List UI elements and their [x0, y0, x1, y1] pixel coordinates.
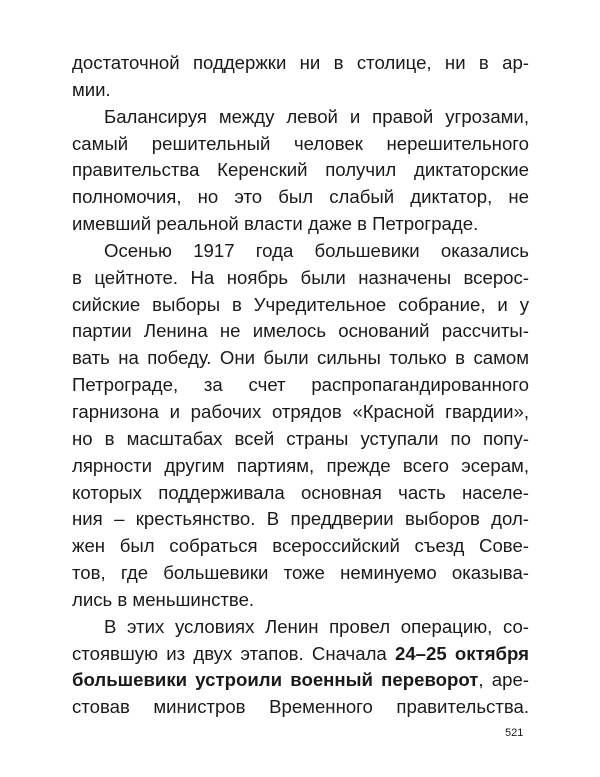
text-line: партии Ленина не имелось оснований рассчиты- [72, 320, 529, 342]
text-line: ния – крестьянство. В преддверии выборов дол- [72, 508, 529, 530]
text-line: тов, где большевики тоже неминуемо оказыва- [72, 562, 529, 584]
text-line: вать на победу. Они были сильны только в самом [72, 347, 529, 369]
text-line: правительства Керенский получил диктаторские [72, 159, 529, 181]
text-run: стоявшую из двух этапов. Сначала [72, 642, 387, 664]
text-line: имевший реальной власти даже в Петрограде. [72, 213, 479, 235]
text-line: лись в меньшинстве. [72, 588, 255, 610]
bold-date: 24–25 октября [395, 642, 529, 664]
text-line: В этих условиях Ленин провел операцию, со- [104, 615, 529, 637]
text-line: сийские выборы в Учредительное собрание, и у [72, 293, 529, 315]
text-line: которых поддерживала основная часть населе- [72, 481, 529, 503]
text-line: полномочия, но это был слабый диктатор, не [72, 186, 529, 208]
text-line: лярности другим партиям, прежде всего эсерам, [72, 454, 529, 476]
text-line: самый решительный человек нерешительного [72, 132, 529, 154]
text-line: жен был собраться всероссийский съезд Сове- [72, 535, 529, 557]
text-line: Осенью 1917 года большевики оказались [104, 239, 529, 261]
text-line: мии. [72, 78, 111, 100]
text-line: Балансируя между левой и правой угрозами, [104, 105, 529, 127]
text-line: в цейтноте. На ноябрь были назначены всерос- [72, 266, 529, 288]
text-line [72, 667, 529, 694]
text-run: , аре- [478, 669, 529, 691]
page-number: 521 [505, 727, 524, 739]
text-line: стовав министров Временного правительства. [72, 696, 529, 718]
text-line [72, 641, 529, 668]
text-line: достаточной поддержки ни в столице, ни в ар- [72, 52, 529, 73]
body-text [72, 50, 529, 721]
text-line: но в масштабах всей страны уступали по попу- [72, 427, 529, 449]
text-line: Петрограде, за счет распропагандированного [72, 374, 529, 396]
text-line: гарнизона и рабочих отрядов «Красной гвардии», [72, 400, 529, 422]
bold-phrase: большевики устроили военный переворот [72, 669, 479, 691]
